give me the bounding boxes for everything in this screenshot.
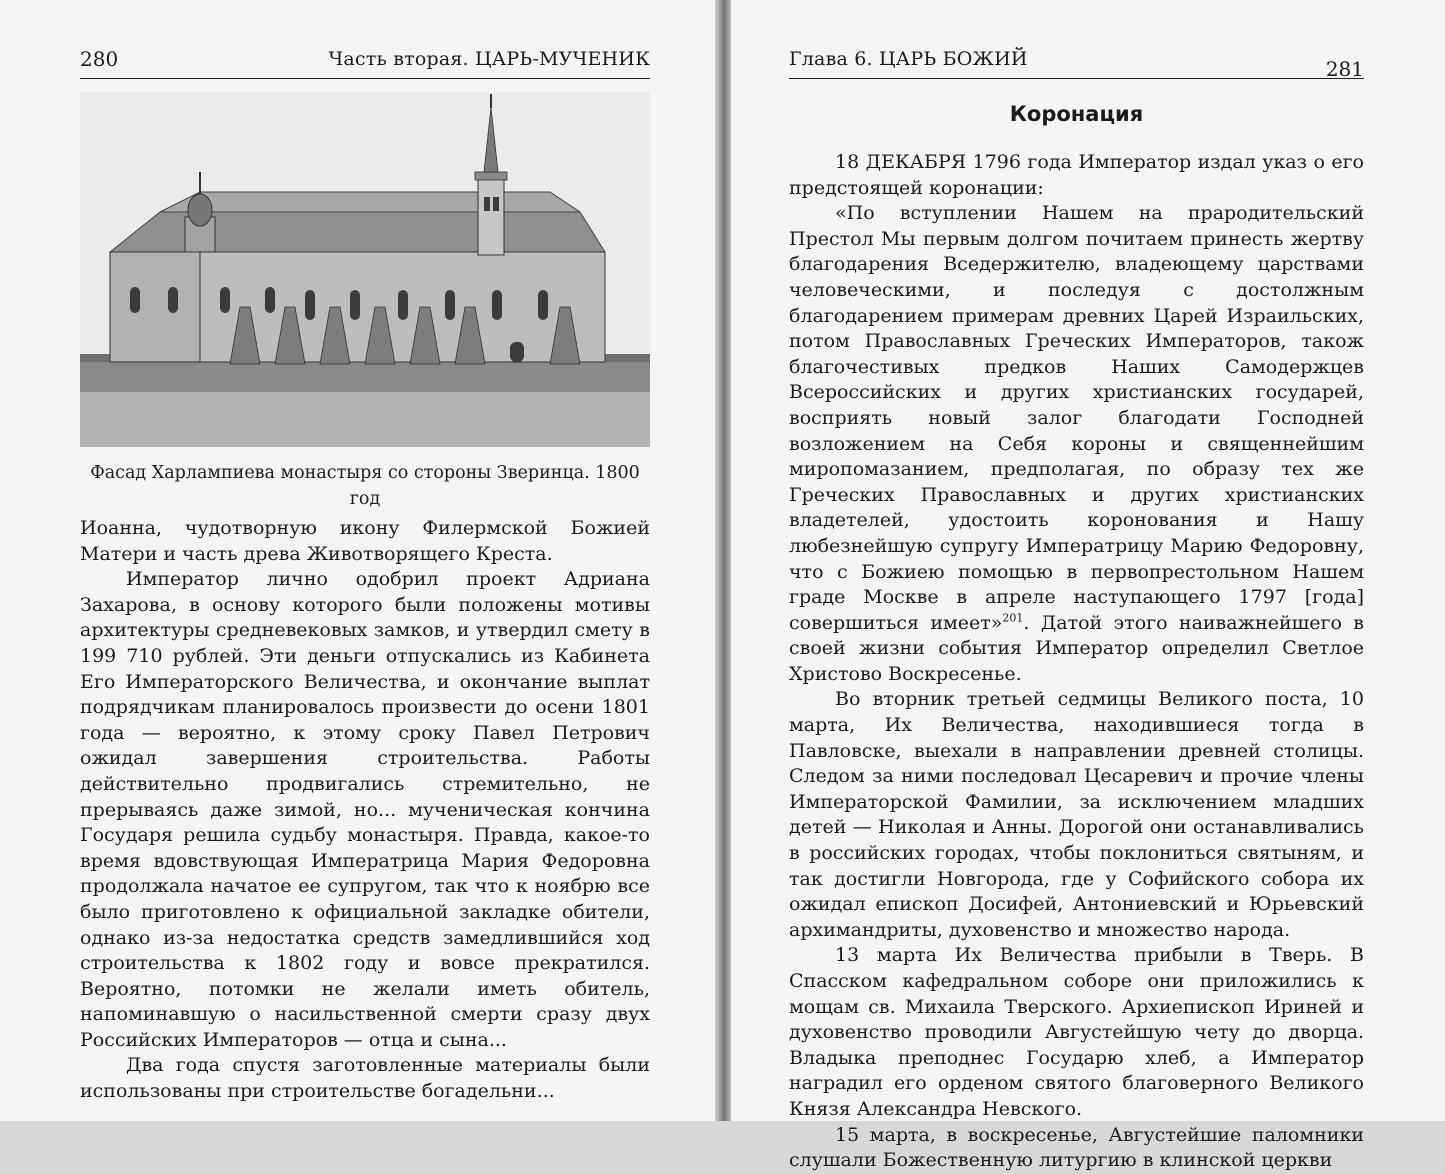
right-page-number: 281 bbox=[1325, 57, 1364, 81]
left-body-text bbox=[80, 516, 650, 1105]
right-page-header bbox=[789, 44, 1364, 79]
left-page bbox=[0, 0, 715, 1121]
paragraph: 18 ДЕКАБРЯ 1796 года Император издал указ о его предстоящей коронации: bbox=[789, 151, 1364, 199]
paragraph: 15 марта, в воскресенье, Августейшие паломники слушали Божественную литургию в клинской церкви bbox=[789, 1123, 1364, 1172]
section-title: Коронация bbox=[1009, 102, 1144, 126]
right-body-text bbox=[789, 150, 1364, 1174]
book-gutter bbox=[715, 0, 731, 1121]
left-running-title: Часть вторая. ЦАРЬ-МУЧЕНИК bbox=[328, 48, 650, 70]
paragraph: Иоанна, чудотворную икону Филермской Божией Матери и часть древа Животворящего Креста. bbox=[80, 517, 650, 565]
monastery-engraving bbox=[80, 92, 650, 447]
paragraph: Два года спустя заготовленные материалы были использованы при строительстве богадельни... bbox=[80, 1054, 650, 1103]
quoted-decree-paragraph bbox=[789, 201, 1364, 687]
footnote-ref[interactable]: 201 bbox=[1002, 611, 1024, 625]
monastery-facade-illustration bbox=[80, 92, 650, 447]
right-page bbox=[731, 0, 1445, 1172]
decree-followup: . Датой этого наиважнейшего в своей жизни события Император определил Светлое Христово Воскресенье. bbox=[789, 611, 1364, 685]
left-page-number: 280 bbox=[80, 47, 119, 71]
paragraph: Император лично одобрил проект Адриана Захарова, в основу которого были положены мотивы архитектуры средневековых замков, и утвердил смету в 199 710 рублей. Эти деньги отпускались из Кабинета Его Императорского Величества, и окончание выплат подрядчикам планировалось произвести до осени 1801 года — вероятно, к этому сроку Павел Петрович ожидал завершения строительства. Работы действительно продвигались стремительно, не прерываясь даже зимой, но... мученическая кончина Государя решила судьбу монастыря. Правда, какое-то время вдовствующая Императрица Мария Федоровна продолжала начатое ее супругом, так что к ноябрю все было приготовлено к официальной закладке обители, однако из-за недостатка средств замедлившийся ход строительства к 1802 году и вовсе прекратился. Вероятно, потомки не желали иметь обитель, напоминавшую о насильственной смерти сразу двух Российских Императоров — отца и сына... bbox=[80, 568, 650, 1051]
left-page-header bbox=[80, 44, 650, 79]
decree-quote: «По вступлении Нашем на прародительский Престол Мы первым долгом почитаем принесть жертву благодарения Вседержителю, владеющему царствами человеческими, и последуя с достолжным благодарением примерам древних Царей Израильских, потом Православных Греческих Императоров, також благочестивых предков Наших Самодержцев Всероссийских и других христианских государей, восприять новый залог благодати Господней возложением на Себя короны и священнейшим миропомазанием, предполагая, по образу тех же Греческих Православных и других христианских владетелей, удостоить коронования и Нашу любезнейшую супругу Императрицу Марию Федоровну, что с Божиею помощью в первопрестольном Нашем граде Москве в апреле наступающего 1797 [года] совершиться имеет» bbox=[789, 202, 1364, 634]
figure-caption: Фасад Харлампиева монастыря со стороны Зверинца. 1800 год bbox=[90, 463, 640, 509]
right-running-title: Глава 6. ЦАРЬ БОЖИЙ bbox=[789, 48, 1028, 70]
paragraph: Во вторник третьей седмицы Великого поста, 10 марта, Их Величества, находившиеся тогда в Павловске, выехали в направлении древней столицы. Следом за ними последовал Цесаревич и прочие члены Императорской Фамилии, за исключением младших детей — Николая и Анны. Дорогой они останавливались в российских городах, чтобы поклониться святыням, и так достигли Новгорода, где у Софийского собора их ожидал епископ Досифей, Антониевский и Юрьевский архимандриты, духовенство и множество народа. bbox=[789, 688, 1364, 941]
paragraph: 13 марта Их Величества прибыли в Тверь. В Спасском кафедральном соборе они приложились к мощам св. Михаила Тверского. Архиепископ Ириней и духовенство проводили Августейшую чету до дворца. Владыка преподнес Государю хлеб, а Император наградил его орденом святого благоверного Великого Князя Александра Невского. bbox=[789, 944, 1364, 1120]
